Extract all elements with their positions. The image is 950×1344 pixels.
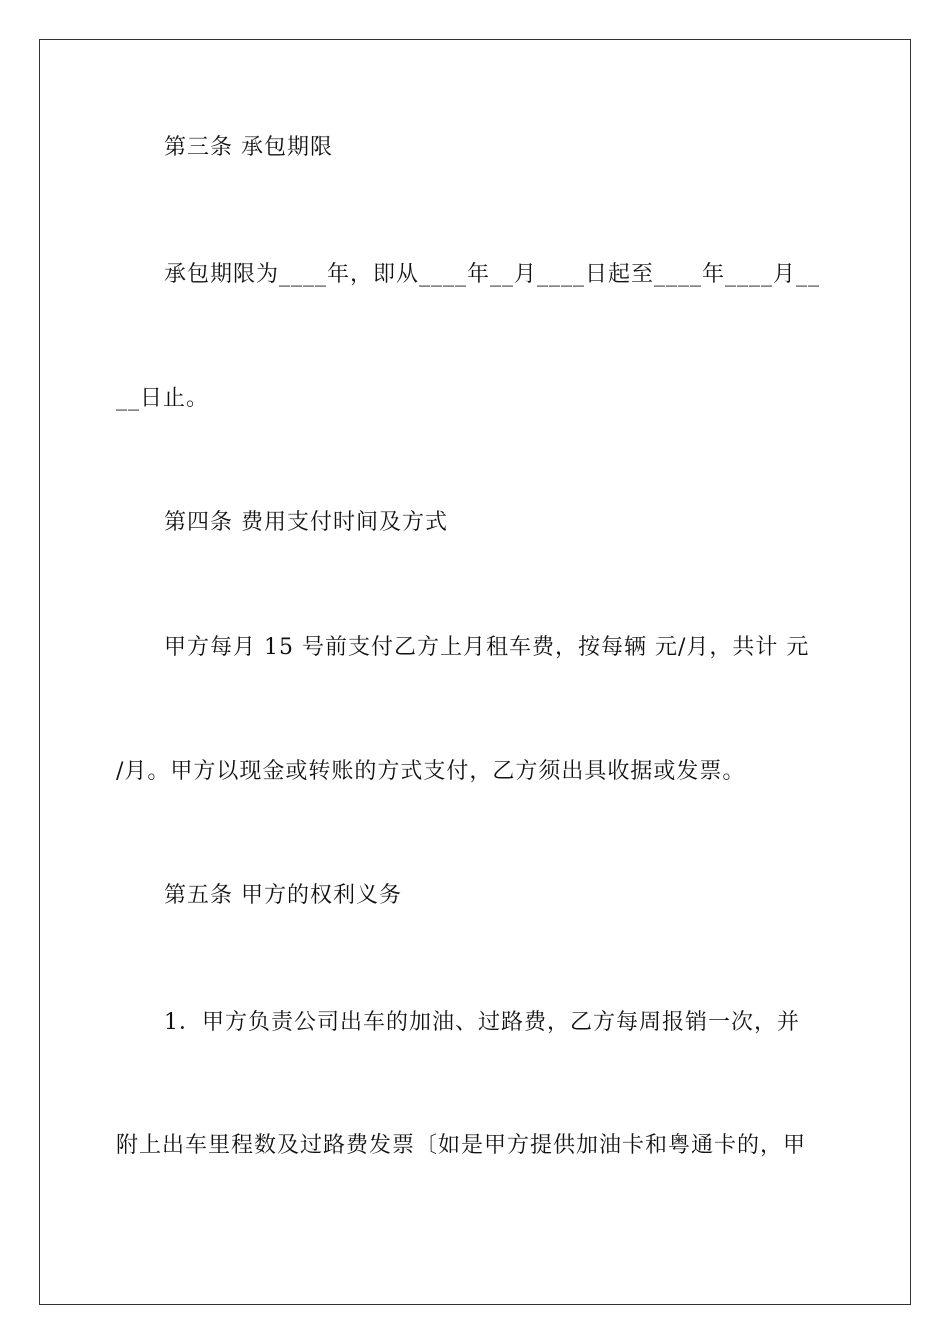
paragraph-line: 附上出车里程数及过路费发票〔如是甲方提供加油卡和粤通卡的，甲 [116,1133,807,1158]
article-4-heading: 第四条 费用支付时间及方式 [164,510,448,535]
article-5-heading: 第五条 甲方的权利义务 [164,883,402,908]
paragraph-line: __日止。 [116,386,210,411]
page-border [39,39,911,1305]
paragraph-line: 甲方每月 15 号前支付乙方上月租车费，按每辆 元/月，共计 元 [164,635,810,660]
paragraph-line: /月。甲方以现金或转账的方式支付，乙方须出具收据或发票。 [116,759,746,784]
paragraph-line: 承包期限为____年，即从____年__月____日起至____年____月__ [164,262,821,287]
paragraph-line: 1．甲方负责公司出车的加油、过路费，乙方每周报销一次，并 [164,1010,800,1035]
article-3-heading: 第三条 承包期限 [164,135,333,160]
